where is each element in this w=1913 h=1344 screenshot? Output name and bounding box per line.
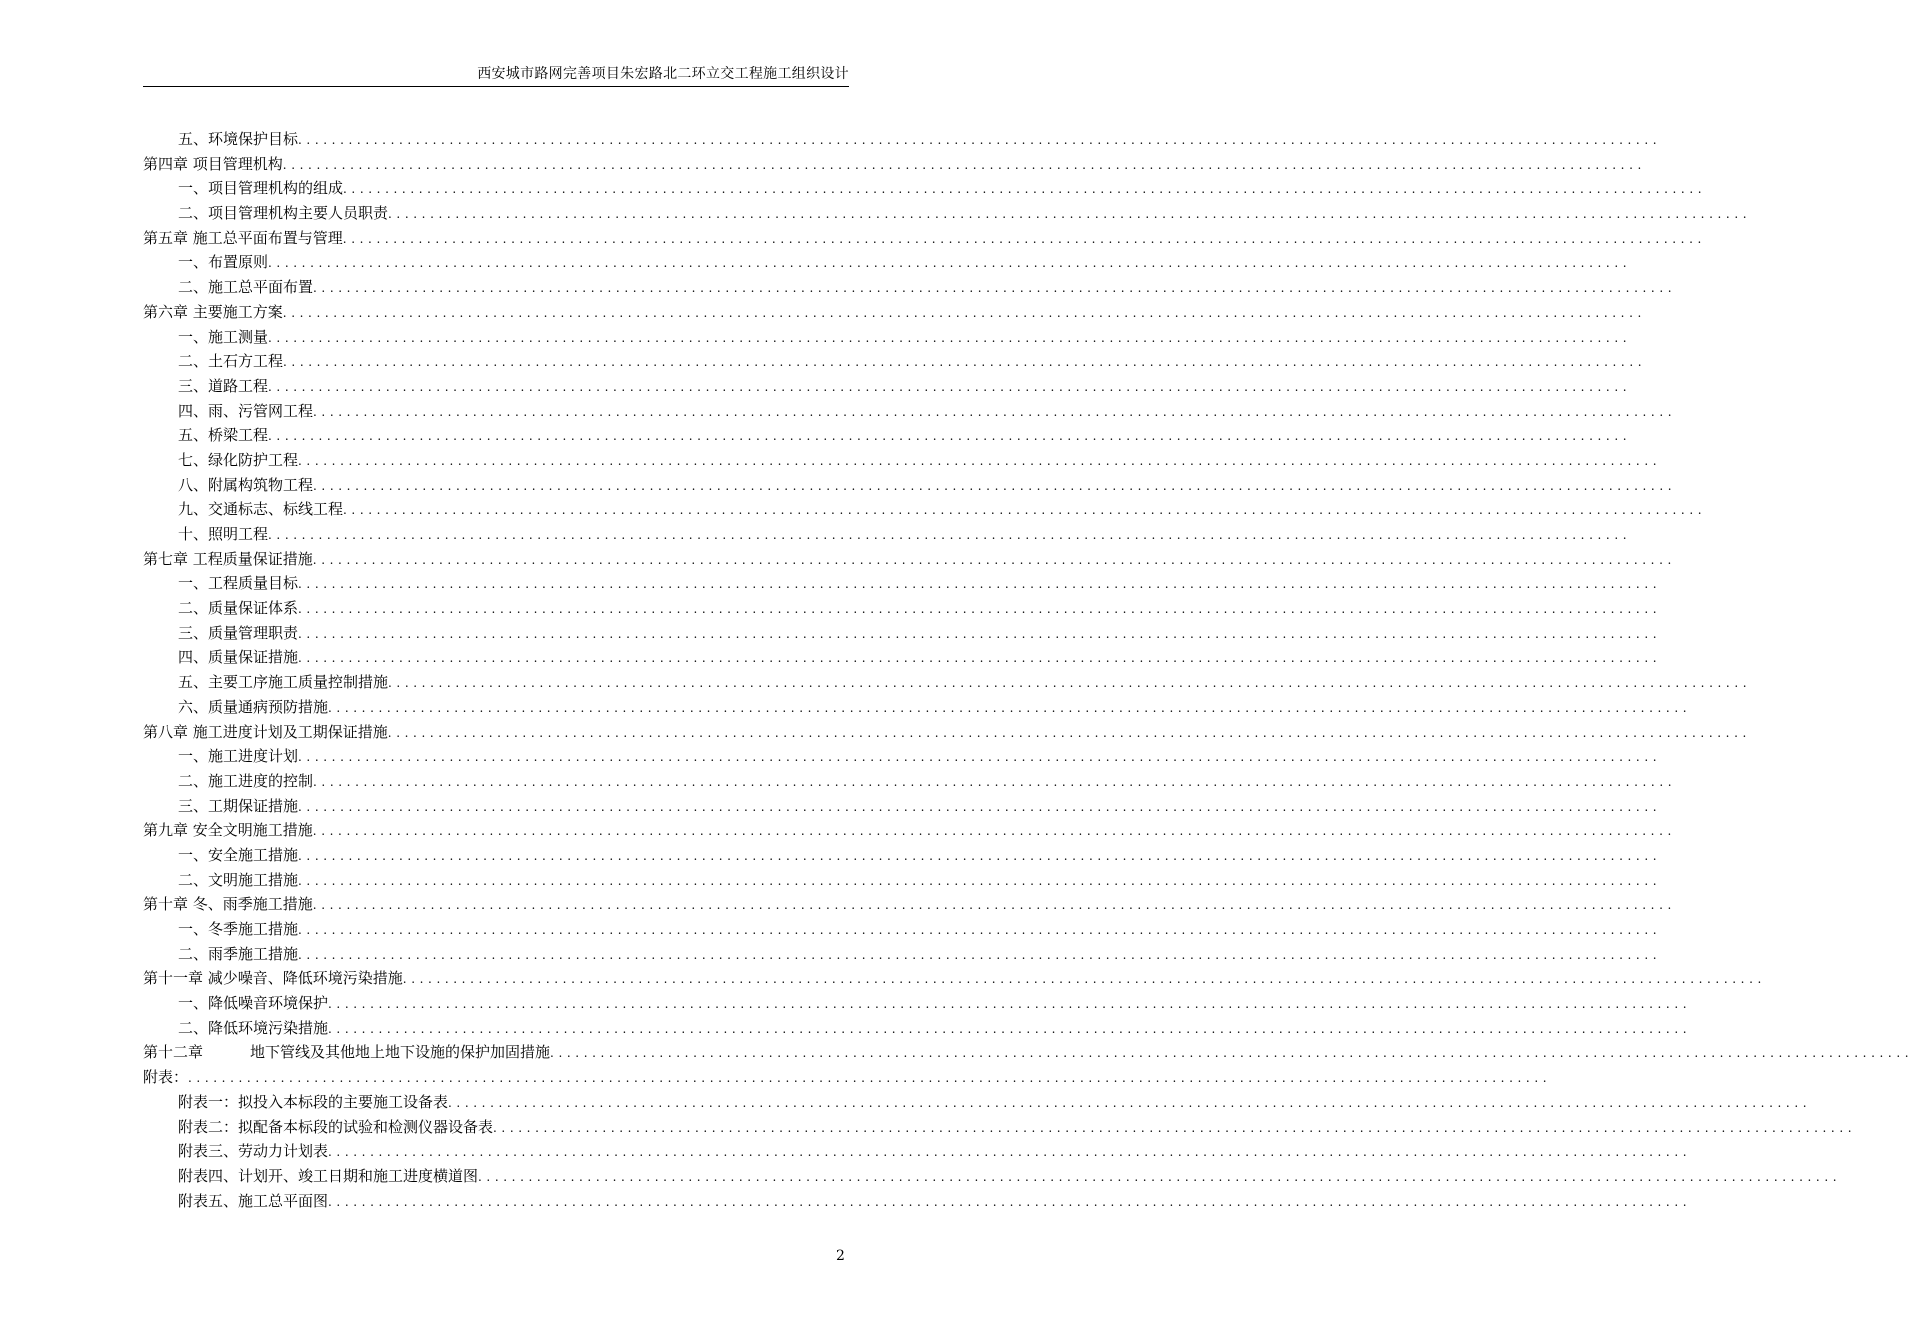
toc-entry-title xyxy=(178,942,298,967)
toc-entry-title xyxy=(178,275,313,300)
toc-entry-title xyxy=(178,349,283,374)
toc-section-entry xyxy=(143,250,1632,275)
toc-leader-dots: .................................................................................................................................................................. xyxy=(388,676,1752,691)
toc-entry-label: 附表： xyxy=(143,1068,189,1087)
toc-entry-label: 第十一章 减少噪音、降低环境污染措施 xyxy=(143,969,403,988)
toc-section-entry xyxy=(143,695,1692,720)
toc-entry-label: 附表五、施工总平面图 xyxy=(178,1191,329,1210)
toc-entry-title xyxy=(178,917,298,942)
toc-entry-label: 二、土石方工程 xyxy=(178,352,284,371)
toc-entry-label: 二、项目管理机构主要人员职责 xyxy=(178,204,389,223)
toc-chapter-entry xyxy=(143,966,1766,991)
toc-leader-dots: .................................................................................................................................................................. xyxy=(343,503,1707,518)
toc-entry-label: 第九章 安全文明施工措施 xyxy=(143,821,313,840)
toc-leader-dots: .................................................................................................................................................................. xyxy=(268,330,1632,345)
toc-leader-dots: .................................................................................................................................................................. xyxy=(298,799,1662,814)
toc-leader-dots: .................................................................................................................................................................. xyxy=(493,1120,1857,1135)
toc-chapter-entry xyxy=(143,892,1676,917)
toc-leader-dots: .................................................................................................................................................................. xyxy=(298,947,1662,962)
toc-entry-title xyxy=(143,152,283,177)
toc-section-entry xyxy=(143,448,1662,473)
toc-entry-title xyxy=(178,794,298,819)
toc-leader-dots: .................................................................................................................................................................. xyxy=(402,972,1766,987)
toc-leader-dots: .................................................................................................................................................................. xyxy=(328,1021,1692,1036)
toc-entry-title xyxy=(178,1139,328,1164)
toc-chapter-entry xyxy=(143,1065,1552,1090)
toc-entry-title xyxy=(143,1065,188,1090)
toc-chapter-entry xyxy=(143,152,1646,177)
toc-entry-title xyxy=(178,621,298,646)
toc-entry-label: 第七章 工程质量保证措施 xyxy=(143,549,313,568)
toc-leader-dots: .................................................................................................................................................................. xyxy=(328,1194,1692,1209)
table-of-contents xyxy=(143,127,1913,1213)
toc-leader-dots: .................................................................................................................................................................. xyxy=(343,182,1707,197)
toc-section-entry xyxy=(143,1189,1692,1214)
toc-entry-label: 五、主要工序施工质量控制措施 xyxy=(178,673,389,692)
toc-leader-dots: .................................................................................................................................................................. xyxy=(312,824,1676,839)
toc-leader-dots: .................................................................................................................................................................. xyxy=(268,429,1632,444)
toc-section-entry xyxy=(143,744,1662,769)
toc-leader-dots: .................................................................................................................................................................. xyxy=(328,1145,1692,1160)
toc-entry-title xyxy=(178,201,388,226)
toc-entry-label: 第十章 冬、雨季施工措施 xyxy=(143,895,313,914)
toc-entry-title xyxy=(178,1164,478,1189)
toc-entry-title xyxy=(178,1189,328,1214)
toc-leader-dots: .................................................................................................................................................................. xyxy=(298,577,1662,592)
toc-section-entry xyxy=(143,670,1752,695)
toc-section-entry xyxy=(143,399,1677,424)
toc-entry-label: 五、桥梁工程 xyxy=(178,426,269,445)
toc-leader-dots: .................................................................................................................................................................. xyxy=(298,923,1662,937)
toc-entry-title xyxy=(178,744,298,769)
toc-entry-title xyxy=(178,645,298,670)
toc-entry-title xyxy=(178,991,328,1016)
toc-section-entry xyxy=(143,942,1662,967)
toc-section-entry xyxy=(143,473,1677,498)
toc-entry-title xyxy=(178,448,298,473)
toc-entry-title xyxy=(178,695,328,720)
toc-entry-label: 二、质量保证体系 xyxy=(178,599,299,618)
toc-leader-dots: .................................................................................................................................................................. xyxy=(268,256,1632,271)
toc-entry-label: 一、工程质量目标 xyxy=(178,574,299,593)
toc-chapter-entry xyxy=(143,226,1706,251)
toc-leader-dots: .................................................................................................................................................................. xyxy=(313,478,1677,493)
toc-leader-dots: .................................................................................................................................................................. xyxy=(298,848,1662,863)
toc-chapter-entry xyxy=(143,818,1676,843)
toc-chapter-entry xyxy=(143,300,1646,325)
toc-section-entry xyxy=(143,769,1677,794)
toc-leader-dots: .................................................................................................................................................................. xyxy=(448,1095,1812,1110)
toc-entry-title xyxy=(178,374,268,399)
toc-leader-dots: .................................................................................................................................................................. xyxy=(283,355,1647,370)
toc-entry-label: 五、环境保护目标 xyxy=(178,130,299,148)
toc-entry-label: 八、附属构筑物工程 xyxy=(178,475,314,494)
toc-entry-title xyxy=(178,522,268,547)
toc-leader-dots: .................................................................................................................................................................. xyxy=(298,602,1662,617)
toc-leader-dots: .................................................................................................................................................................. xyxy=(313,281,1677,296)
toc-entry-title xyxy=(143,720,388,745)
toc-leader-dots: .................................................................................................................................................................. xyxy=(282,305,1646,320)
toc-leader-dots: .................................................................................................................................................................. xyxy=(298,133,1662,147)
toc-section-entry xyxy=(143,868,1662,893)
toc-entry-title xyxy=(178,596,298,621)
toc-entry-label: 四、雨、污管网工程 xyxy=(178,401,314,420)
toc-entry-title xyxy=(178,1115,493,1140)
toc-leader-dots: .................................................................................................................................................................. xyxy=(268,528,1632,542)
toc-entry-title xyxy=(178,1016,328,1041)
toc-section-entry xyxy=(143,325,1632,350)
toc-entry-label: 九、交通标志、标线工程 xyxy=(178,500,344,519)
toc-leader-dots: .................................................................................................................................................................. xyxy=(298,750,1662,765)
toc-section-entry xyxy=(143,917,1662,942)
toc-entry-title xyxy=(178,473,313,498)
toc-entry-title xyxy=(143,547,313,572)
toc-leader-dots: .................................................................................................................................................................. xyxy=(312,552,1676,567)
toc-entry-title xyxy=(178,176,343,201)
toc-section-entry xyxy=(143,497,1707,522)
toc-leader-dots: .................................................................................................................................................................. xyxy=(550,1046,1913,1061)
toc-leader-dots: .................................................................................................................................................................. xyxy=(313,774,1677,789)
toc-leader-dots: .................................................................................................................................................................. xyxy=(342,231,1706,246)
toc-leader-dots: .................................................................................................................................................................. xyxy=(387,725,1751,740)
toc-entry-label: 二、文明施工措施 xyxy=(178,870,299,889)
toc-entry-label: 三、道路工程 xyxy=(178,376,269,395)
toc-entry-label: 三、质量管理职责 xyxy=(178,623,299,642)
toc-entry-label: 第六章 主要施工方案 xyxy=(143,302,283,321)
toc-leader-dots: .................................................................................................................................................................. xyxy=(282,157,1646,172)
toc-entry-label: 附表二：拟配备本标段的试验和检测仪器设备表 xyxy=(178,1117,494,1136)
toc-section-entry xyxy=(143,374,1632,399)
toc-entry-title xyxy=(143,226,343,251)
toc-entry-title xyxy=(143,818,313,843)
toc-leader-dots: .................................................................................................................................................................. xyxy=(298,626,1662,641)
toc-section-entry xyxy=(143,1090,1812,1115)
toc-entry-label: 一、施工进度计划 xyxy=(178,747,299,766)
toc-section-entry xyxy=(143,843,1662,868)
toc-section-entry xyxy=(143,991,1692,1016)
toc-entry-label: 七、绿化防护工程 xyxy=(178,450,299,469)
toc-entry-title xyxy=(143,892,313,917)
toc-chapter-entry xyxy=(143,720,1751,745)
toc-chapter-entry xyxy=(143,547,1676,572)
toc-section-entry xyxy=(143,127,1662,152)
toc-leader-dots: .................................................................................................................................................................. xyxy=(312,898,1676,913)
toc-entry-label: 一、降低噪音环境保护 xyxy=(178,994,329,1013)
toc-section-entry xyxy=(143,1115,1857,1140)
toc-leader-dots: .................................................................................................................................................................. xyxy=(328,700,1692,715)
toc-entry-label: 一、项目管理机构的组成 xyxy=(178,179,344,198)
toc-leader-dots: .................................................................................................................................................................. xyxy=(478,1169,1842,1184)
toc-section-entry xyxy=(143,275,1677,300)
toc-entry-title xyxy=(178,399,313,424)
toc-leader-dots: .................................................................................................................................................................. xyxy=(268,379,1632,394)
toc-section-entry xyxy=(143,645,1662,670)
toc-entry-label: 一、安全施工措施 xyxy=(178,845,299,864)
toc-section-entry xyxy=(143,1139,1692,1164)
toc-entry-title xyxy=(178,571,298,596)
toc-entry-title xyxy=(178,423,268,448)
toc-entry-label: 二、雨季施工措施 xyxy=(178,944,299,963)
toc-section-entry xyxy=(143,794,1662,819)
toc-leader-dots: .................................................................................................................................................................. xyxy=(298,873,1662,888)
toc-entry-label: 四、质量保证措施 xyxy=(178,648,299,667)
toc-leader-dots: .................................................................................................................................................................. xyxy=(298,453,1662,468)
toc-entry-title xyxy=(178,868,298,893)
page-number: 2 xyxy=(836,1248,845,1264)
toc-entry-label: 二、施工总平面布置 xyxy=(178,278,314,297)
toc-leader-dots: .................................................................................................................................................................. xyxy=(328,997,1692,1012)
toc-entry-label: 附表三、劳动力计划表 xyxy=(178,1142,329,1161)
toc-entry-title xyxy=(143,1040,550,1065)
toc-entry-label: 一、冬季施工措施 xyxy=(178,920,299,938)
toc-entry-title xyxy=(143,966,403,991)
toc-entry-title xyxy=(178,250,268,275)
toc-section-entry xyxy=(143,201,1752,226)
toc-entry-label: 一、施工测量 xyxy=(178,327,269,346)
toc-section-entry xyxy=(143,1164,1842,1189)
toc-entry-title xyxy=(178,497,343,522)
toc-leader-dots: .................................................................................................................................................................. xyxy=(388,207,1752,222)
toc-entry-label: 六、质量通病预防措施 xyxy=(178,697,329,716)
toc-section-entry xyxy=(143,349,1647,374)
toc-section-entry xyxy=(143,596,1662,621)
toc-entry-label: 第八章 施工进度计划及工期保证措施 xyxy=(143,722,388,741)
toc-section-entry xyxy=(143,522,1632,547)
toc-entry-title xyxy=(178,843,298,868)
toc-entry-title xyxy=(178,325,268,350)
header-title: 西安城市路网完善项目朱宏路北二环立交工程施工组织设计 xyxy=(477,66,849,82)
toc-leader-dots: .................................................................................................................................................................. xyxy=(188,1071,1552,1086)
toc-leader-dots: .................................................................................................................................................................. xyxy=(298,651,1662,666)
toc-entry-title xyxy=(178,127,298,152)
toc-entry-title xyxy=(143,300,283,325)
toc-leader-dots: .................................................................................................................................................................. xyxy=(313,404,1677,419)
toc-entry-label: 二、施工进度的控制 xyxy=(178,771,314,790)
toc-entry-label: 十、照明工程 xyxy=(178,525,269,543)
toc-section-entry xyxy=(143,621,1662,646)
toc-entry-title xyxy=(178,1090,448,1115)
toc-entry-label: 第十二章 xyxy=(143,1043,204,1062)
toc-entry-title xyxy=(178,769,313,794)
running-header xyxy=(143,64,849,87)
toc-entry-label: 附表四、计划开、竣工日期和施工进度横道图 xyxy=(178,1166,479,1185)
toc-entry-label: 二、降低环境污染措施 xyxy=(178,1018,329,1037)
toc-entry-title xyxy=(178,670,388,695)
toc-section-entry xyxy=(143,571,1662,596)
toc-entry-label: 第四章 项目管理机构 xyxy=(143,154,283,173)
toc-section-entry xyxy=(143,176,1707,201)
toc-section-entry xyxy=(143,423,1632,448)
toc-section-entry xyxy=(143,1016,1692,1041)
toc-entry-label: 附表一：拟投入本标段的主要施工设备表 xyxy=(178,1092,449,1111)
toc-entry-label: 第五章 施工总平面布置与管理 xyxy=(143,228,343,247)
toc-chapter-entry xyxy=(143,1040,1913,1065)
toc-entry-label-continued: 地下管线及其他地上地下设施的保护加固措施 xyxy=(250,1043,551,1062)
toc-entry-label: 一、布置原则 xyxy=(178,253,269,272)
toc-entry-label: 三、工期保证措施 xyxy=(178,796,299,815)
